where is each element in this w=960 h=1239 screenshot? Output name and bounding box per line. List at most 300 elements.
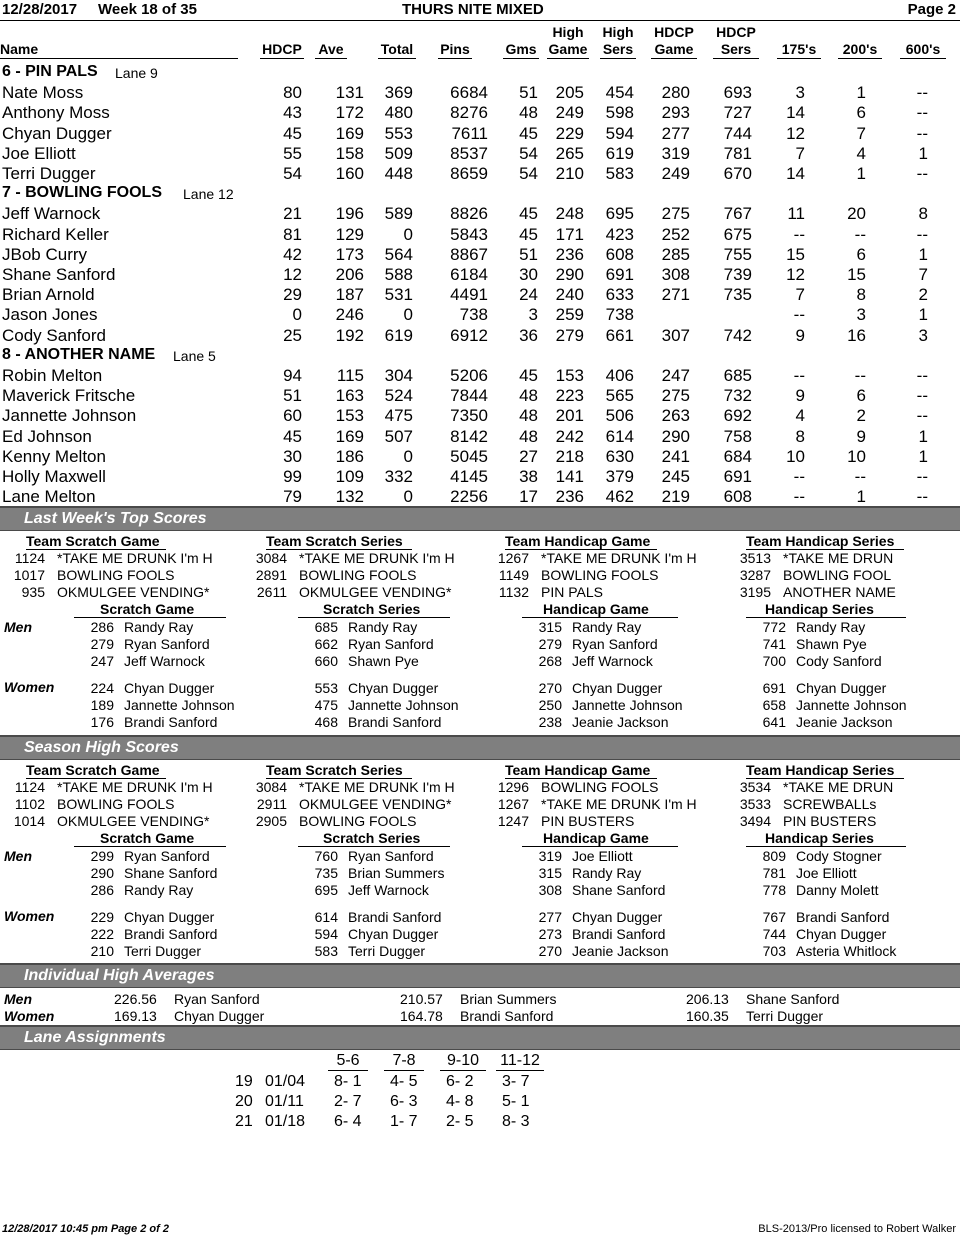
- team-score-line: [726, 584, 956, 601]
- men-score-line: [298, 865, 498, 882]
- stat-cell: 1: [918, 447, 928, 466]
- score-value: 1014: [13, 813, 45, 829]
- team-name: *TAKE ME DRUN: [783, 779, 894, 795]
- stat-cell: 172: [335, 103, 364, 122]
- bowler-name: Chyan Dugger: [124, 680, 215, 696]
- stat-cell: 30: [283, 447, 302, 466]
- team-name: *TAKE ME DRUNK I'm H: [541, 796, 697, 812]
- lane-matchup: 1- 7: [390, 1113, 418, 1130]
- men-score-line: [74, 882, 274, 899]
- stat-cell: 1: [918, 305, 928, 324]
- stat-cell: 141: [555, 467, 584, 486]
- bowler-name: Brandi Sanford: [124, 714, 218, 730]
- stat-cell: 670: [723, 164, 752, 183]
- stat-cell: --: [916, 124, 928, 143]
- women-label: Women: [4, 679, 55, 695]
- score-value: 1124: [14, 779, 45, 795]
- score-value: 662: [314, 636, 338, 652]
- bowler-name: Terri Dugger: [348, 943, 426, 959]
- col-hdcp: HDCP: [260, 41, 304, 59]
- men-score-line: [746, 619, 946, 636]
- lane-matchup: 4- 8: [446, 1093, 474, 1110]
- men-label: Men: [4, 619, 32, 635]
- stat-cell: 236: [555, 487, 584, 506]
- stat-cell: 738: [459, 305, 488, 324]
- individual-category-heading: Handicap Series: [765, 601, 874, 617]
- team-name: 6 - PIN PALS: [2, 63, 98, 80]
- player-name: Brian Arnold: [2, 285, 95, 304]
- stat-cell: 20: [847, 204, 866, 223]
- stat-cell: 0: [403, 447, 413, 466]
- stat-cell: --: [793, 305, 805, 324]
- bowler-name: Brandi Sanford: [348, 714, 442, 730]
- stat-cell: 6: [856, 103, 866, 122]
- bowler-name: Ryan Sanford: [572, 636, 658, 652]
- score-value: 229: [90, 909, 114, 925]
- team-name: BOWLING FOOLS: [57, 796, 175, 812]
- women-score-line: [746, 697, 946, 714]
- score-value: 176: [90, 714, 114, 730]
- stat-cell: 12: [786, 265, 805, 284]
- women-score-line: [74, 926, 274, 943]
- stat-cell: 279: [555, 326, 584, 345]
- page-header: [0, 0, 960, 21]
- lane-matchup: 5- 1: [502, 1093, 530, 1110]
- score-value: 1017: [13, 567, 45, 583]
- men-score-line: [746, 865, 946, 882]
- women-score-line: [746, 909, 946, 926]
- stat-cell: 8826: [450, 204, 488, 223]
- score-value: 286: [90, 619, 114, 635]
- stat-cell: --: [916, 225, 928, 244]
- men-score-line: [74, 865, 274, 882]
- team-score-line: [484, 584, 714, 601]
- stat-cell: 48: [519, 103, 538, 122]
- average-bowler: Shane Sanford: [746, 991, 840, 1007]
- stat-cell: 0: [403, 305, 413, 324]
- stat-cell: 675: [723, 225, 752, 244]
- individual-category-heading: Scratch Game: [100, 601, 195, 617]
- stat-cell: 332: [384, 467, 413, 486]
- stat-cell: 153: [555, 366, 584, 385]
- stat-cell: 462: [605, 487, 634, 506]
- stat-cell: 51: [519, 83, 538, 102]
- individual-category-heading: Handicap Game: [543, 830, 649, 846]
- women-score-line: [522, 926, 722, 943]
- team-name: PIN BUSTERS: [541, 813, 635, 829]
- player-name: Anthony Moss: [2, 103, 110, 122]
- team-name: *TAKE ME DRUN: [783, 550, 894, 566]
- stat-cell: 564: [384, 245, 413, 264]
- score-value: 3534: [739, 779, 771, 795]
- lane-matchup: 6- 3: [390, 1093, 418, 1110]
- team-name: *TAKE ME DRUNK I'm H: [299, 779, 455, 795]
- stat-cell: 131: [335, 83, 364, 102]
- col-name: Name: [0, 41, 238, 59]
- stat-cell: 8867: [450, 245, 488, 264]
- category-underline: [298, 617, 450, 618]
- stat-cell: 1: [918, 245, 928, 264]
- player-row: [0, 245, 960, 265]
- score-value: 270: [538, 943, 562, 959]
- stat-cell: 661: [605, 326, 634, 345]
- stat-cell: 8659: [450, 164, 488, 183]
- bowler-name: Jannette Johnson: [572, 697, 683, 713]
- individual-category-heading: Handicap Series: [765, 830, 874, 846]
- stat-cell: --: [854, 467, 866, 486]
- average-bowler: Terri Dugger: [746, 1008, 824, 1024]
- men-score-line: [74, 636, 274, 653]
- stat-cell: 271: [661, 285, 690, 304]
- bowler-name: Chyan Dugger: [572, 680, 663, 696]
- lane-matchup: 8- 3: [502, 1113, 530, 1130]
- stat-cell: 693: [723, 83, 752, 102]
- score-value: 315: [538, 865, 562, 881]
- stat-cell: 9: [795, 386, 805, 405]
- player-row: [0, 427, 960, 447]
- team-score-line: [726, 813, 956, 830]
- stat-cell: 51: [519, 245, 538, 264]
- stat-cell: 742: [723, 326, 752, 345]
- lane-matchup: 8- 1: [334, 1073, 362, 1090]
- stat-cell: 24: [519, 285, 538, 304]
- stat-cell: 94: [283, 366, 302, 385]
- player-row: [0, 366, 960, 386]
- stat-cell: 192: [335, 326, 364, 345]
- score-value: 695: [314, 882, 338, 898]
- men-score-line: [298, 882, 498, 899]
- score-value: 286: [90, 882, 114, 898]
- team-name: *TAKE ME DRUNK I'm H: [57, 550, 213, 566]
- stat-cell: 735: [723, 285, 752, 304]
- report-date: 12/28/2017: [2, 1, 78, 18]
- stat-cell: --: [793, 487, 805, 506]
- score-value: 224: [90, 680, 114, 696]
- score-value: 781: [762, 865, 786, 881]
- stat-cell: 695: [605, 204, 634, 223]
- stat-cell: 246: [335, 305, 364, 324]
- stat-cell: 2256: [450, 487, 488, 506]
- men-score-line: [522, 619, 722, 636]
- stat-cell: 3: [795, 83, 805, 102]
- stat-cell: 553: [384, 124, 413, 143]
- stat-cell: 319: [661, 144, 690, 163]
- player-name: Kenny Melton: [2, 447, 106, 466]
- stat-cell: 169: [335, 124, 364, 143]
- stat-cell: 187: [335, 285, 364, 304]
- score-value: 700: [762, 653, 786, 669]
- stat-cell: 2: [856, 406, 866, 425]
- stat-cell: 7: [918, 265, 928, 284]
- team-name: *TAKE ME DRUNK I'm H: [541, 550, 697, 566]
- stat-cell: 80: [283, 83, 302, 102]
- score-value: 1267: [497, 550, 529, 566]
- col-600s: 600's: [900, 41, 946, 59]
- score-value: 3513: [739, 550, 771, 566]
- bowler-name: Asteria Whitlock: [796, 943, 897, 959]
- stat-cell: 171: [555, 225, 584, 244]
- player-name: JBob Curry: [2, 245, 88, 264]
- col-hdcp-sers: HDCP Sers: [713, 24, 759, 59]
- page-number: Page 2: [907, 1, 956, 18]
- bowler-name: Ryan Sanford: [348, 848, 434, 864]
- stat-cell: 9: [795, 326, 805, 345]
- week-date: 01/04: [265, 1073, 306, 1090]
- bowler-name: Jeanie Jackson: [572, 714, 669, 730]
- bowler-name: Brandi Sanford: [796, 909, 890, 925]
- stat-cell: 290: [555, 265, 584, 284]
- stat-cell: 1: [856, 164, 866, 183]
- bowler-name: Danny Molett: [796, 882, 879, 898]
- women-score-line: [298, 680, 498, 697]
- stat-cell: 506: [605, 406, 634, 425]
- week-number: 21: [235, 1113, 253, 1130]
- stat-cell: 99: [283, 467, 302, 486]
- score-value: 735: [314, 865, 338, 881]
- stat-cell: 45: [519, 124, 538, 143]
- lane-matchup: 4- 5: [390, 1073, 418, 1090]
- stat-cell: 45: [283, 124, 302, 143]
- stat-cell: 48: [519, 386, 538, 405]
- col-high-sers: High Sers: [600, 24, 636, 59]
- men-score-line: [746, 653, 946, 670]
- women-label: Women: [4, 908, 55, 924]
- week-date: 01/18: [265, 1113, 306, 1130]
- stat-cell: 7844: [450, 386, 488, 405]
- stat-cell: 43: [283, 103, 302, 122]
- stat-cell: 259: [555, 305, 584, 324]
- men-score-line: [522, 882, 722, 899]
- score-value: 3287: [739, 567, 771, 583]
- footer-right: BLS-2013/Pro licensed to Robert Walker: [758, 1223, 956, 1235]
- stat-cell: 236: [555, 245, 584, 264]
- stat-cell: 6684: [450, 83, 488, 102]
- player-row: [0, 305, 960, 325]
- stat-cell: 744: [723, 124, 752, 143]
- week-number: 20: [235, 1093, 253, 1110]
- stat-cell: 247: [661, 366, 690, 385]
- team-score-line: [0, 779, 230, 796]
- stat-cell: 45: [283, 427, 302, 446]
- stat-cell: 293: [661, 103, 690, 122]
- team-score-line: [0, 550, 230, 567]
- score-value: 760: [314, 848, 338, 864]
- averages-band: [0, 963, 960, 988]
- stat-cell: 252: [661, 225, 690, 244]
- season-band: [0, 735, 960, 760]
- team-category-heading: Team Handicap Series: [746, 533, 904, 550]
- score-value: 658: [762, 697, 786, 713]
- stat-cell: 42: [283, 245, 302, 264]
- stat-cell: 223: [555, 386, 584, 405]
- stat-cell: 55: [283, 144, 302, 163]
- women-score-line: [522, 697, 722, 714]
- bowler-name: Jannette Johnson: [796, 697, 907, 713]
- stat-cell: 290: [661, 427, 690, 446]
- last-week-band: [0, 506, 960, 531]
- men-score-line: [74, 848, 274, 865]
- player-name: Maverick Fritsche: [2, 386, 136, 405]
- bowler-name: Chyan Dugger: [572, 909, 663, 925]
- week-number: 19: [235, 1073, 253, 1090]
- team-category-heading: Team Handicap Game: [505, 762, 657, 779]
- stat-cell: 691: [605, 265, 634, 284]
- player-name: Jannette Johnson: [2, 406, 137, 425]
- bowler-name: Jeff Warnock: [348, 882, 429, 898]
- stat-cell: 158: [335, 144, 364, 163]
- team-name: *TAKE ME DRUNK I'm H: [299, 550, 455, 566]
- stat-cell: 29: [283, 285, 302, 304]
- bowler-name: Jeanie Jackson: [572, 943, 669, 959]
- col-175s: 175's: [777, 41, 821, 59]
- stat-cell: 531: [384, 285, 413, 304]
- score-value: 1247: [497, 813, 529, 829]
- bowler-name: Brandi Sanford: [572, 926, 666, 942]
- player-row: [0, 103, 960, 123]
- score-value: 1267: [497, 796, 529, 812]
- stat-cell: 507: [384, 427, 413, 446]
- stat-cell: 54: [519, 164, 538, 183]
- stat-cell: 739: [723, 265, 752, 284]
- score-value: 767: [762, 909, 786, 925]
- stat-cell: 9: [856, 427, 866, 446]
- bowler-name: Joe Elliott: [572, 848, 633, 864]
- team-category-heading: Team Handicap Series: [746, 762, 904, 779]
- bowler-name: Jeanie Jackson: [796, 714, 893, 730]
- stat-cell: 4145: [450, 467, 488, 486]
- average-value: 226.56: [114, 991, 157, 1007]
- stat-cell: 15: [786, 245, 805, 264]
- stat-cell: 54: [519, 144, 538, 163]
- stat-cell: 10: [847, 447, 866, 466]
- score-value: 247: [90, 653, 114, 669]
- score-value: 189: [90, 697, 114, 713]
- stat-cell: 280: [661, 83, 690, 102]
- player-row: [0, 487, 960, 507]
- team-name: BOWLING FOOL: [783, 567, 892, 583]
- stat-cell: 509: [384, 144, 413, 163]
- team-name: OKMULGEE VENDING*: [57, 813, 210, 829]
- score-value: 1102: [14, 796, 45, 812]
- stat-cell: 17: [519, 487, 538, 506]
- stat-cell: 45: [519, 366, 538, 385]
- bowler-name: Jannette Johnson: [348, 697, 459, 713]
- average-value: 206.13: [686, 991, 729, 1007]
- team-category-heading: Team Handicap Game: [505, 533, 657, 550]
- lane-pair-heading: 7-8: [384, 1052, 424, 1071]
- score-value: 250: [538, 697, 562, 713]
- player-name: Nate Moss: [2, 83, 84, 102]
- stat-cell: --: [916, 164, 928, 183]
- col-ave: Ave: [315, 41, 347, 59]
- player-row: [0, 447, 960, 467]
- stat-cell: 475: [384, 406, 413, 425]
- stat-cell: 240: [555, 285, 584, 304]
- category-underline: [746, 846, 906, 847]
- stat-cell: 248: [555, 204, 584, 223]
- player-row: [0, 406, 960, 426]
- team-score-line: [0, 813, 230, 830]
- lane-matchup: 2- 5: [446, 1113, 474, 1130]
- stat-cell: 263: [661, 406, 690, 425]
- bowler-name: Jannette Johnson: [124, 697, 235, 713]
- team-header: [0, 184, 960, 204]
- stat-cell: 6184: [450, 265, 488, 284]
- average-bowler: Ryan Sanford: [174, 991, 260, 1007]
- stat-cell: 8537: [450, 144, 488, 163]
- player-name: Cody Sanford: [2, 326, 106, 345]
- score-value: 315: [538, 619, 562, 635]
- stat-cell: 583: [605, 164, 634, 183]
- player-row: [0, 204, 960, 224]
- team-name: 8 - ANOTHER NAME: [2, 345, 156, 363]
- stat-cell: --: [916, 386, 928, 405]
- team-lane: Lane 9: [115, 65, 158, 81]
- footer-left: 12/28/2017 10:45 pm Page 2 of 2: [2, 1223, 169, 1235]
- stat-cell: 45: [519, 204, 538, 223]
- category-underline: [522, 846, 678, 847]
- stat-cell: 3: [918, 326, 928, 345]
- stat-cell: 598: [605, 103, 634, 122]
- bowler-name: Shane Sanford: [124, 865, 218, 881]
- player-name: Ed Johnson: [2, 427, 92, 446]
- score-value: 2905: [255, 813, 287, 829]
- men-score-line: [74, 619, 274, 636]
- women-score-line: [74, 697, 274, 714]
- stat-cell: 201: [555, 406, 584, 425]
- women-score-line: [298, 926, 498, 943]
- stat-cell: 8276: [450, 103, 488, 122]
- stat-cell: --: [916, 366, 928, 385]
- stat-cell: 5843: [450, 225, 488, 244]
- stat-cell: 1: [918, 144, 928, 163]
- avg-men-label: Men: [4, 991, 32, 1007]
- score-value: 778: [762, 882, 786, 898]
- stat-cell: 15: [847, 265, 866, 284]
- score-value: 279: [538, 636, 562, 652]
- stat-cell: --: [793, 467, 805, 486]
- team-score-line: [726, 796, 956, 813]
- stat-cell: 684: [723, 447, 752, 466]
- stat-cell: 307: [661, 326, 690, 345]
- men-score-line: [746, 882, 946, 899]
- score-value: 3084: [255, 779, 287, 795]
- score-value: 553: [314, 680, 338, 696]
- score-value: 614: [314, 909, 338, 925]
- lanes-band-title: Lane Assignments: [24, 1029, 166, 1046]
- bowler-name: Brandi Sanford: [348, 909, 442, 925]
- women-score-line: [74, 909, 274, 926]
- player-name: Holly Maxwell: [2, 467, 106, 486]
- lanes-band: [0, 1025, 960, 1050]
- stat-cell: 48: [519, 406, 538, 425]
- score-value: 273: [538, 926, 562, 942]
- score-value: 270: [538, 680, 562, 696]
- player-row: [0, 386, 960, 406]
- stat-cell: 109: [335, 467, 364, 486]
- player-name: Shane Sanford: [2, 265, 116, 284]
- stat-cell: 7: [795, 144, 805, 163]
- women-score-line: [522, 680, 722, 697]
- team-category-heading: Team Scratch Game: [26, 762, 166, 779]
- men-score-line: [522, 865, 722, 882]
- stat-cell: 767: [723, 204, 752, 223]
- team-lane: Lane 12: [183, 186, 234, 203]
- col-pins: Pins: [438, 41, 472, 59]
- individual-category-heading: Scratch Series: [323, 601, 421, 617]
- stat-cell: 7: [795, 285, 805, 304]
- player-row: [0, 83, 960, 103]
